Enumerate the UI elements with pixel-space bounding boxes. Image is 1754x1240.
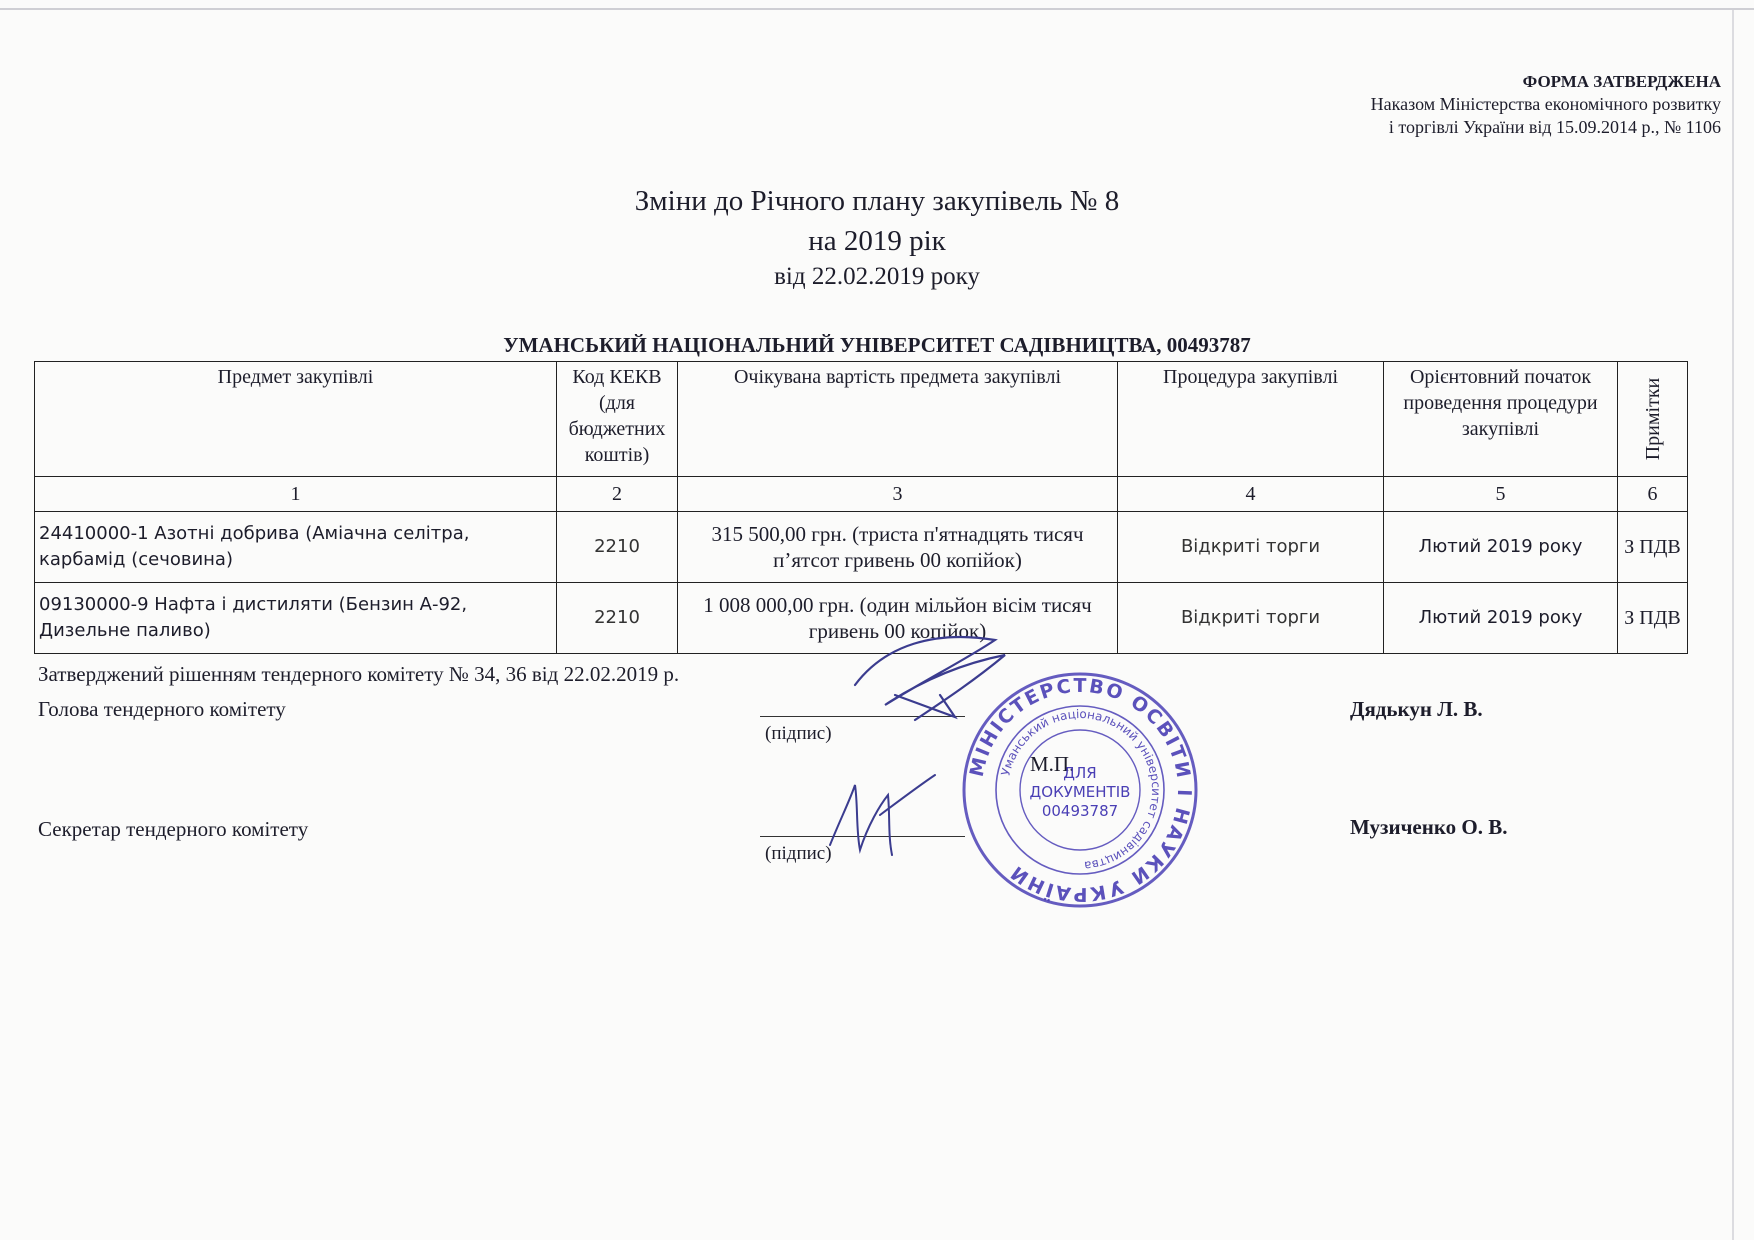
column-number: 4 — [1118, 477, 1384, 512]
column-number: 5 — [1384, 477, 1618, 512]
document-title: Зміни до Річного плану закупівель № 8 — [634, 185, 1120, 217]
document-date: від 22.02.2019 року — [774, 263, 980, 290]
row-note: З ПДВ — [1618, 512, 1688, 583]
seal-outer-text: МІНІСТЕРСТВО ОСВІТИ І НАУКИ УКРАЇНИ — [965, 674, 1196, 906]
university-seal — [960, 670, 1200, 910]
row-subject: 09130000-9 Нафта і дистиляти (Бензин А-92, Дизельне паливо) — [35, 583, 557, 654]
procurement-plan-table — [34, 361, 1688, 654]
row-cost: 315 500,00 грн. (триста п'ятнадцять тисяч п’ятсот гривень 00 копійок) — [678, 512, 1118, 583]
secretary-role-label: Секретар тендерного комітету — [38, 817, 309, 841]
row-start: Лютий 2019 року — [1384, 512, 1618, 583]
table-header-row — [35, 362, 1688, 477]
row-kekv: 2210 — [557, 512, 678, 583]
seal-center-line-1: ДЛЯ — [1063, 764, 1097, 782]
head-name: Дядькун Л. В. — [1350, 697, 1483, 721]
table-row — [35, 512, 1688, 583]
header-notes-cell — [1618, 362, 1688, 477]
header-start: Орієнтовний початок проведення процедури закупівлі — [1384, 362, 1618, 477]
seal-label: М.П. — [1030, 752, 1075, 776]
row-start: Лютий 2019 року — [1384, 583, 1618, 654]
form-approved-line-2: і торгівлі України від 15.09.2014 р., № 1106 — [1388, 117, 1721, 137]
header-kekv: Код КЕКВ (для бюджетних коштів) — [557, 362, 678, 477]
seal-center-line-2: ДОКУМЕНТІВ — [1029, 783, 1131, 801]
seal-inner-text: Уманський національний університет садівництва — [998, 706, 1164, 873]
secretary-name: Музиченко О. В. — [1350, 815, 1508, 839]
row-note: З ПДВ — [1618, 583, 1688, 654]
document-year: на 2019 рік — [808, 225, 946, 257]
row-procedure: Відкриті торги — [1118, 583, 1384, 654]
column-number: 2 — [557, 477, 678, 512]
column-number-row — [35, 477, 1688, 512]
row-cost: 1 008 000,00 грн. (один мільйон вісім тисяч гривень 00 копійок) — [678, 583, 1118, 654]
secretary-signature — [810, 760, 940, 870]
organization-name: УМАНСЬКИЙ НАЦІОНАЛЬНИЙ УНІВЕРСИТЕТ САДІВНИЦТВА, 00493787 — [503, 333, 1251, 357]
column-number: 1 — [35, 477, 557, 512]
header-procedure: Процедура закупівлі — [1118, 362, 1384, 477]
row-procedure: Відкриті торги — [1118, 512, 1384, 583]
head-role-label: Голова тендерного комітету — [38, 697, 286, 721]
head-signature-caption: (підпис) — [765, 723, 832, 744]
column-number: 6 — [1618, 477, 1688, 512]
page-edge-top — [0, 8, 1754, 10]
form-approved-line-1: Наказом Міністерства економічного розвитку — [1370, 94, 1721, 114]
column-number: 3 — [678, 477, 1118, 512]
header-cost: Очікувана вартість предмета закупівлі — [678, 362, 1118, 477]
header-notes: Примітки — [1641, 377, 1664, 461]
header-subject: Предмет закупівлі — [35, 362, 557, 477]
form-approved-title: ФОРМА ЗАТВЕРДЖЕНА — [1522, 72, 1721, 91]
form-approval-note — [1371, 70, 1721, 139]
row-kekv: 2210 — [557, 583, 678, 654]
approval-statement: Затверджений рішенням тендерного комітету № 34, 36 від 22.02.2019 р. — [38, 662, 680, 686]
secretary-signature-caption: (підпис) — [765, 843, 832, 864]
seal-center-line-3: 00493787 — [1041, 802, 1119, 820]
row-subject: 24410000-1 Азотні добрива (Аміачна селітра, карбамід (сечовина) — [35, 512, 557, 583]
